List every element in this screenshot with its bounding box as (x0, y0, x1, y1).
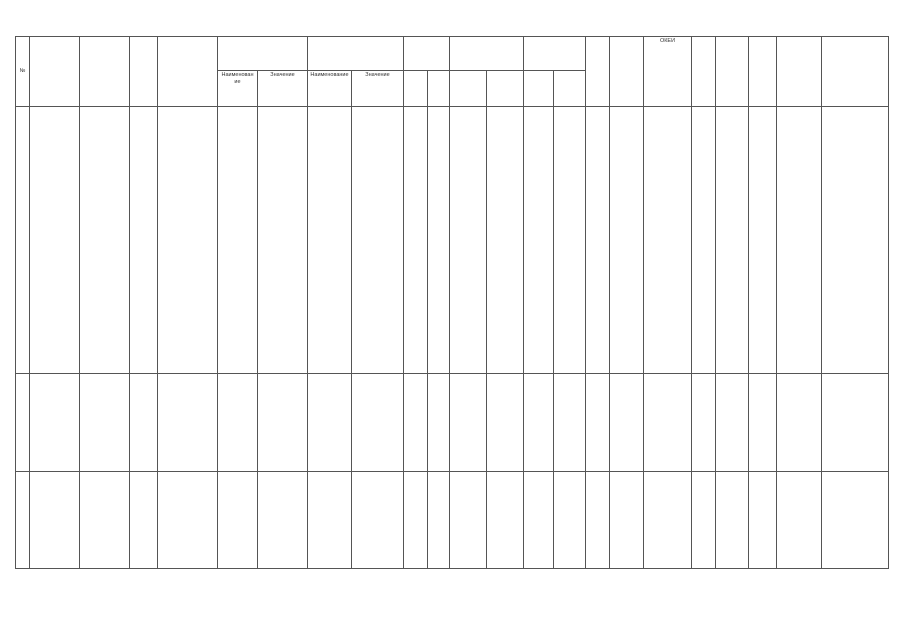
header-conditions-2-value (554, 71, 586, 107)
header-conditions-1-name (450, 71, 487, 107)
cell-regional-number (80, 472, 130, 569)
cell-sign (586, 472, 610, 569)
row-number (16, 107, 30, 374)
cell-content-1-value (258, 472, 308, 569)
cell-okei (644, 374, 692, 472)
cell-content-3-value (428, 374, 450, 472)
cell-type (692, 374, 716, 472)
cell-type (692, 472, 716, 569)
cell-registry-number (30, 472, 80, 569)
cell-content-1-name (218, 472, 258, 569)
cell-sign (586, 107, 610, 374)
header-content-2 (308, 37, 404, 71)
cell-regional-number (80, 374, 130, 472)
cell-activity (610, 107, 644, 374)
cell-activity (610, 374, 644, 472)
header-conditions-2 (524, 37, 586, 71)
cell-content-2-value (352, 107, 404, 374)
header-num: № (16, 37, 30, 107)
cell-service-name (158, 374, 218, 472)
cell-content-3-name (404, 374, 428, 472)
cell-okei (644, 472, 692, 569)
cell-conditions-2-name (524, 472, 554, 569)
cell-volume (822, 107, 889, 374)
cell-type (692, 107, 716, 374)
cell-category (749, 472, 777, 569)
header-content-1-name: Наименование (218, 71, 258, 107)
header-okei: ОКЕИ (644, 37, 692, 107)
cell-conditions-1-value (487, 374, 524, 472)
cell-activity (610, 472, 644, 569)
cell-content-1-name (218, 107, 258, 374)
header-conditions-2-name (524, 71, 554, 107)
header-service-code (130, 37, 158, 107)
cell-content-2-name (308, 374, 352, 472)
cell-content-1-name (218, 374, 258, 472)
cell-service-name (158, 472, 218, 569)
cell-quality (777, 107, 822, 374)
cell-conditions-1-name (450, 107, 487, 374)
cell-volume (822, 374, 889, 472)
cell-content-3-name (404, 107, 428, 374)
cell-service-code (130, 374, 158, 472)
header-volume (822, 37, 889, 107)
cell-sign (586, 374, 610, 472)
header-service-name (158, 37, 218, 107)
header-conditions-1-value (487, 71, 524, 107)
cell-npa (716, 107, 749, 374)
cell-conditions-1-name (450, 374, 487, 472)
header-content-2-value: Значение (352, 71, 404, 107)
header-npa (716, 37, 749, 107)
header-content-3 (404, 37, 450, 71)
header-activity (610, 37, 644, 107)
header-row-top (16, 37, 889, 71)
cell-quality (777, 472, 822, 569)
cell-service-name (158, 107, 218, 374)
cell-conditions-2-name (524, 374, 554, 472)
header-category (749, 37, 777, 107)
header-sign (586, 37, 610, 107)
cell-regional-number (80, 107, 130, 374)
cell-service-code (130, 472, 158, 569)
header-content-3-value (428, 71, 450, 107)
table-row (16, 107, 889, 374)
cell-content-3-value (428, 107, 450, 374)
cell-quality (777, 374, 822, 472)
cell-conditions-1-name (450, 472, 487, 569)
header-content-1 (218, 37, 308, 71)
cell-category (749, 374, 777, 472)
cell-npa (716, 472, 749, 569)
header-registry-number (30, 37, 80, 107)
register-table (15, 36, 889, 569)
row-number (16, 472, 30, 569)
header-content-1-value: Значение (258, 71, 308, 107)
cell-content-2-value (352, 472, 404, 569)
header-content-3-name (404, 71, 428, 107)
cell-conditions-2-value (554, 107, 586, 374)
header-type (692, 37, 716, 107)
header-conditions-1 (450, 37, 524, 71)
cell-conditions-1-value (487, 472, 524, 569)
cell-conditions-2-value (554, 472, 586, 569)
header-content-2-name: Наименование (308, 71, 352, 107)
cell-service-code (130, 107, 158, 374)
cell-content-2-value (352, 374, 404, 472)
cell-conditions-2-value (554, 374, 586, 472)
table-row (16, 374, 889, 472)
cell-okei (644, 107, 692, 374)
row-number (16, 374, 30, 472)
cell-content-2-name (308, 107, 352, 374)
cell-volume (822, 472, 889, 569)
cell-content-3-name (404, 472, 428, 569)
header-quality (777, 37, 822, 107)
cell-category (749, 107, 777, 374)
cell-content-3-value (428, 472, 450, 569)
cell-registry-number (30, 107, 80, 374)
cell-npa (716, 374, 749, 472)
table-row (16, 472, 889, 569)
header-regional-number (80, 37, 130, 107)
cell-content-1-value (258, 374, 308, 472)
cell-content-1-value (258, 107, 308, 374)
cell-content-2-name (308, 472, 352, 569)
cell-conditions-2-name (524, 107, 554, 374)
cell-registry-number (30, 374, 80, 472)
cell-conditions-1-value (487, 107, 524, 374)
